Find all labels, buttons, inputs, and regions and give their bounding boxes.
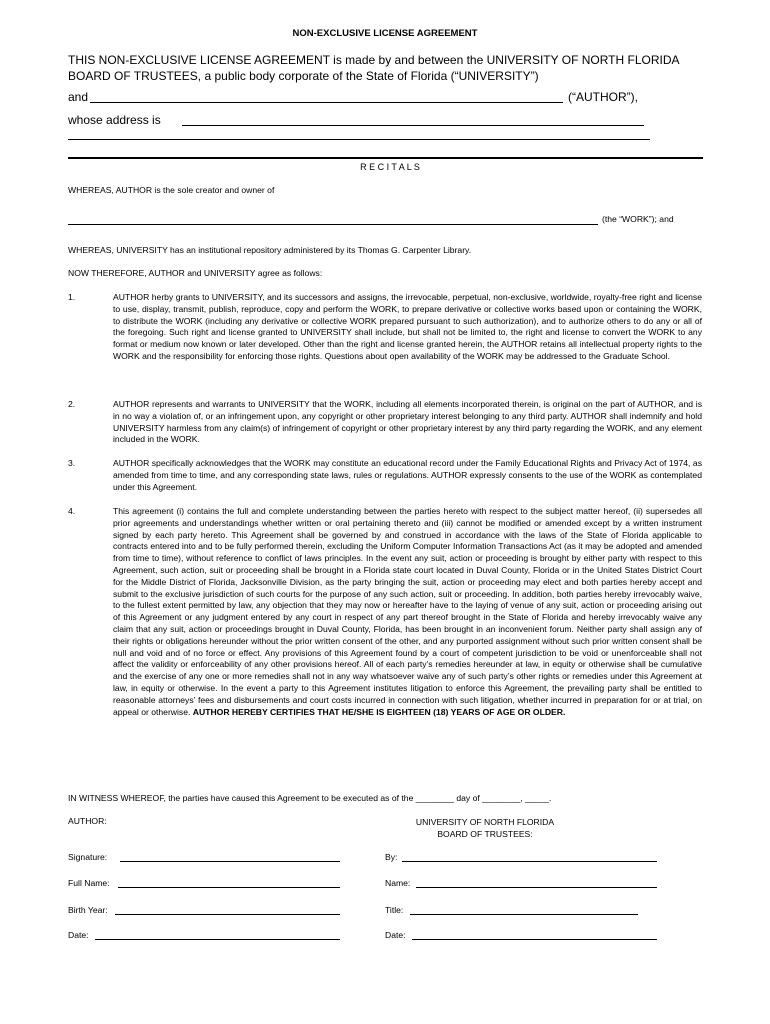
- work-title-line[interactable]: [68, 224, 598, 225]
- author-heading: AUTHOR:: [68, 816, 107, 826]
- whereas-author: WHEREAS, AUTHOR is the sole creator and owner of: [68, 185, 275, 195]
- clause-4-body: This agreement (i) contains the full and complete understanding between the parties hereto with respect to the subject matter hereof, (ii) supersedes all prior agreements and understandings whether written or oral pertaining thereto and (iii) cannot be modified or amended except by a written instrument signed by each party hereto. This Agreement shall be governed by and construed in accordance with the laws of the State of Florida applicable to contracts entered into and to be fully performed therein, excluding the Uniform Computer Information Transactions Act (as it may be adopted and amended from time to time), without reference to conflict of laws principles. In the event any suit, action or proceeding is brought by either party with respect to this Agreement, such action, suit or proceeding shall be brought in a Florida state court located in Duval County, Florida or in the United States District Court for the Middle District of Florida, Jacksonville Division, as the party bringing the suit, action or proceeding may elect and both parties hereby accept and submit to the exclusive jurisdiction of such courts for the purpose of any such action, suit or proceeding. In addition, both parties hereby irrevocably waive, to the fullest extent permitted by law, any objection that they may now or hereafter have to the laying of venue of any suit, action or proceeding arising out of this Agreement or any judgment entered by any court in respect of any part thereof brought in the State of Florida and hereby irrevocably waive any claim that any suit, action or proceedings brought in Duval County, Florida, has been brought in an inconvenient forum. Neither party shall assign any of their rights or obligations hereunder without the prior written consent of the other, and any purported assignment without such prior written consent shall be null and void and of no force or effect. Any provisions of this Agreement found by a court of competent jurisdiction to be void or unenforceable shall not affect the validity or enforceability of any other provisions hereof. All of each party’s remedies hereunder at law, in equity or otherwise shall be cumulative and the exercise of any one or more remedies shall not in any way whatsoever waive any of such party’s other rights or remedies under this Agreement at law, in equity or otherwise. In the event a party to this Agreement institutes litigation to enforce this Agreement, the prevailing party shall be entitled to reasonable attorneys’ fees and disbursements and court costs incurred in connection with such litigation, whether incurred in preparation for or at trial, on appeal or otherwise.: [113, 506, 702, 717]
- university-name-line[interactable]: [416, 887, 657, 888]
- author-fullname-label: Full Name:: [68, 878, 110, 888]
- document-title: NON-EXCLUSIVE LICENSE AGREEMENT: [292, 28, 478, 39]
- university-date-label: Date:: [385, 930, 406, 940]
- author-fullname-line[interactable]: [118, 887, 340, 888]
- clause-2: [68, 399, 702, 446]
- witness-statement: IN WITNESS WHEREOF, the parties have caused this Agreement to be executed as of the ________ day of ________, _____.: [68, 793, 552, 803]
- author-date-line[interactable]: [95, 939, 340, 940]
- university-name-label: Name:: [385, 878, 411, 888]
- clause-text: AUTHOR represents and warrants to UNIVERSITY that the WORK, including all elements incorporated therein, is original on the part of AUTHOR, and is in no way a violation of, or an infringement upon, any copyright or other proprietary interest belonging to any third party. AUTHOR shall indemnify and hold UNIVERSITY harmless from any claim(s) of infringement of copyright or other proprietary interest by any third party regarding the WORK, and any element included in the WORK.: [113, 399, 702, 445]
- university-heading-line-1: UNIVERSITY OF NORTH FLORIDA: [415, 817, 555, 827]
- university-by-label: By:: [385, 852, 398, 862]
- author-signature-line[interactable]: [120, 861, 340, 862]
- clause-number: 4.: [68, 506, 76, 516]
- address-line-1[interactable]: [182, 125, 644, 126]
- clause-4: [68, 506, 702, 718]
- whereas-university: WHEREAS, UNIVERSITY has an institutional repository administered by its Thomas G. Carpenter Library.: [68, 245, 472, 255]
- author-birthyear-label: Birth Year:: [68, 905, 108, 915]
- recitals-divider: [68, 157, 703, 159]
- author-signature-label: Signature:: [68, 852, 108, 862]
- work-label: (the “WORK”); and: [602, 214, 674, 224]
- author-birthyear-line[interactable]: [115, 914, 340, 915]
- author-date-label: Date:: [68, 930, 89, 940]
- now-therefore: NOW THEREFORE, AUTHOR and UNIVERSITY agree as follows:: [68, 268, 323, 278]
- age-certification: AUTHOR HEREBY CERTIFIES THAT HE/SHE IS EIGHTEEN (18) YEARS OF AGE OR OLDER.: [192, 706, 566, 717]
- university-date-line[interactable]: [412, 939, 657, 940]
- intro-paragraph: THIS NON-EXCLUSIVE LICENSE AGREEMENT is made by and between the UNIVERSITY OF NORTH FLORIDA BOARD OF TRUSTEES, a public body corporate of the State of Florida (“UNIVERSITY”): [68, 53, 679, 83]
- recitals-heading: R E C I T A L S: [360, 162, 420, 172]
- clause-text: AUTHOR specifically acknowledges that the WORK may constitute an educational record under the Family Educational Rights and Privacy Act of 1974, as amended from time to time, and any corresponding state laws, rules or regulations. AUTHOR expressly consents to the use of the WORK as contemplated under this Agreement.: [113, 458, 702, 492]
- university-title-line[interactable]: [410, 914, 638, 915]
- clause-text: [113, 506, 702, 718]
- clause-number: 3.: [68, 458, 76, 468]
- clause-number: 2.: [68, 399, 76, 409]
- clause-3: [68, 458, 702, 493]
- and-label: and: [68, 90, 89, 104]
- address-label: whose address is: [68, 113, 161, 127]
- clause-text: AUTHOR herby grants to UNIVERSITY, and its successors and assigns, the irrevocable, perpetual, non-exclusive, worldwide, royalty-free right and license to use, display, transmit, publish, reproduce, copy and perform the WORK, to prepare derivative or collective works based upon or containing the WORK, to distribute the WORK (including any derivative or collective WORK prepared pursuant to such authorization), and to authorize others to do any or all of the foregoing. Such right and license granted to UNIVERSITY shall include, but shall not be limited to, the right and license to convert the WORK to any format or medium now known or later developed. Other than the right and license granted herein, the AUTHOR retains all intellectual property rights to the WORK and the responsibility for enforcing those rights. Questions about open availability of the WORK may be addressed to the Graduate School.: [113, 292, 702, 361]
- address-line-2[interactable]: [68, 139, 650, 140]
- university-title-label: Title:: [385, 905, 404, 915]
- author-name-line[interactable]: [90, 102, 563, 103]
- clause-number: 1.: [68, 292, 76, 302]
- university-by-line[interactable]: [402, 861, 657, 862]
- clause-1: [68, 292, 702, 363]
- author-label: (“AUTHOR”),: [568, 90, 638, 104]
- university-heading-line-2: BOARD OF TRUSTEES:: [437, 829, 533, 839]
- university-heading: [385, 816, 585, 840]
